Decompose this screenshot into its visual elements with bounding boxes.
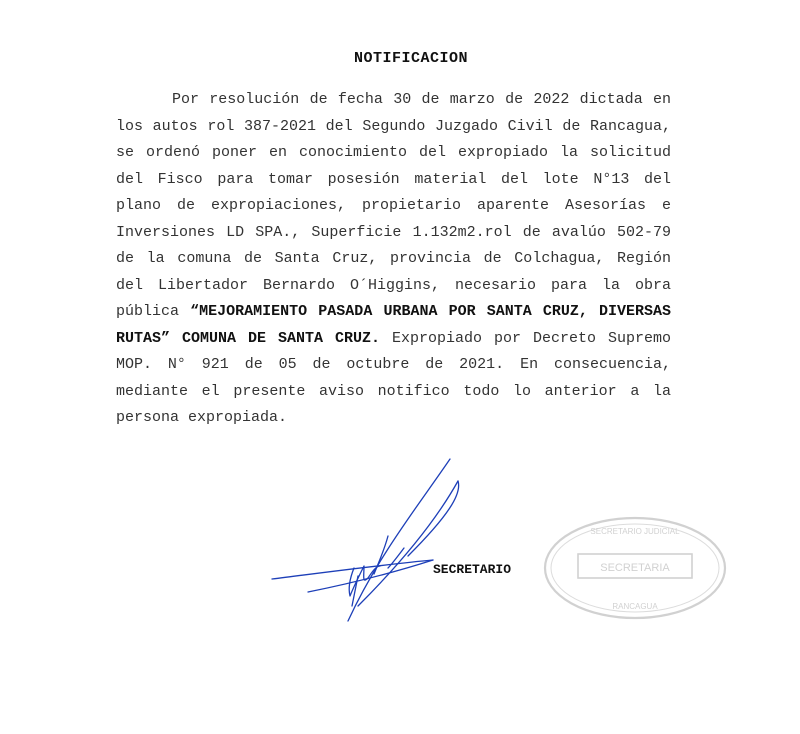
court-stamp: [540, 512, 730, 624]
stamp-center-text: SECRETARIA: [600, 562, 670, 574]
signer-title: SECRETARIO: [433, 562, 512, 577]
stamp-top-text: SECRETARIO JUDICIAL: [590, 527, 680, 536]
project-name: “MEJORAMIENTO PASADA URBANA POR SANTA CRUZ, DIVERSAS RUTAS” COMUNA DE SANTA CRUZ.: [116, 303, 672, 347]
body-text-part1: Por resolución de fecha 30 de marzo de 2022 dictada en los autos rol 387-2021 del Segundo Juzgado Civil de Rancagua, se ordenó poner en conocimiento del expropiado la solicitud del Fisco para tomar posesión material del lote N°13 del plano de expropiaciones, propietario aparente Asesorías e Inversiones LD SPA., Superficie 1.132m2.rol de avalúo 502-79 de la comuna de Santa Cruz, provincia de Colchagua, Región del Libertador Bernardo O´Higgins, necesario para la obra pública: [116, 91, 671, 320]
body-text-part2: Expropiado por Decreto Supremo MOP. N° 921 de 05 de octubre de 2021. En consecuencia, mediante el presente aviso notifico todo lo anterior a la persona expropiada.: [116, 329, 671, 426]
notification-body: [116, 87, 671, 432]
stamp-bottom-text: RANCAGUA: [612, 602, 658, 611]
page-title: NOTIFICACION: [353, 50, 469, 67]
signature-image: [268, 456, 468, 631]
